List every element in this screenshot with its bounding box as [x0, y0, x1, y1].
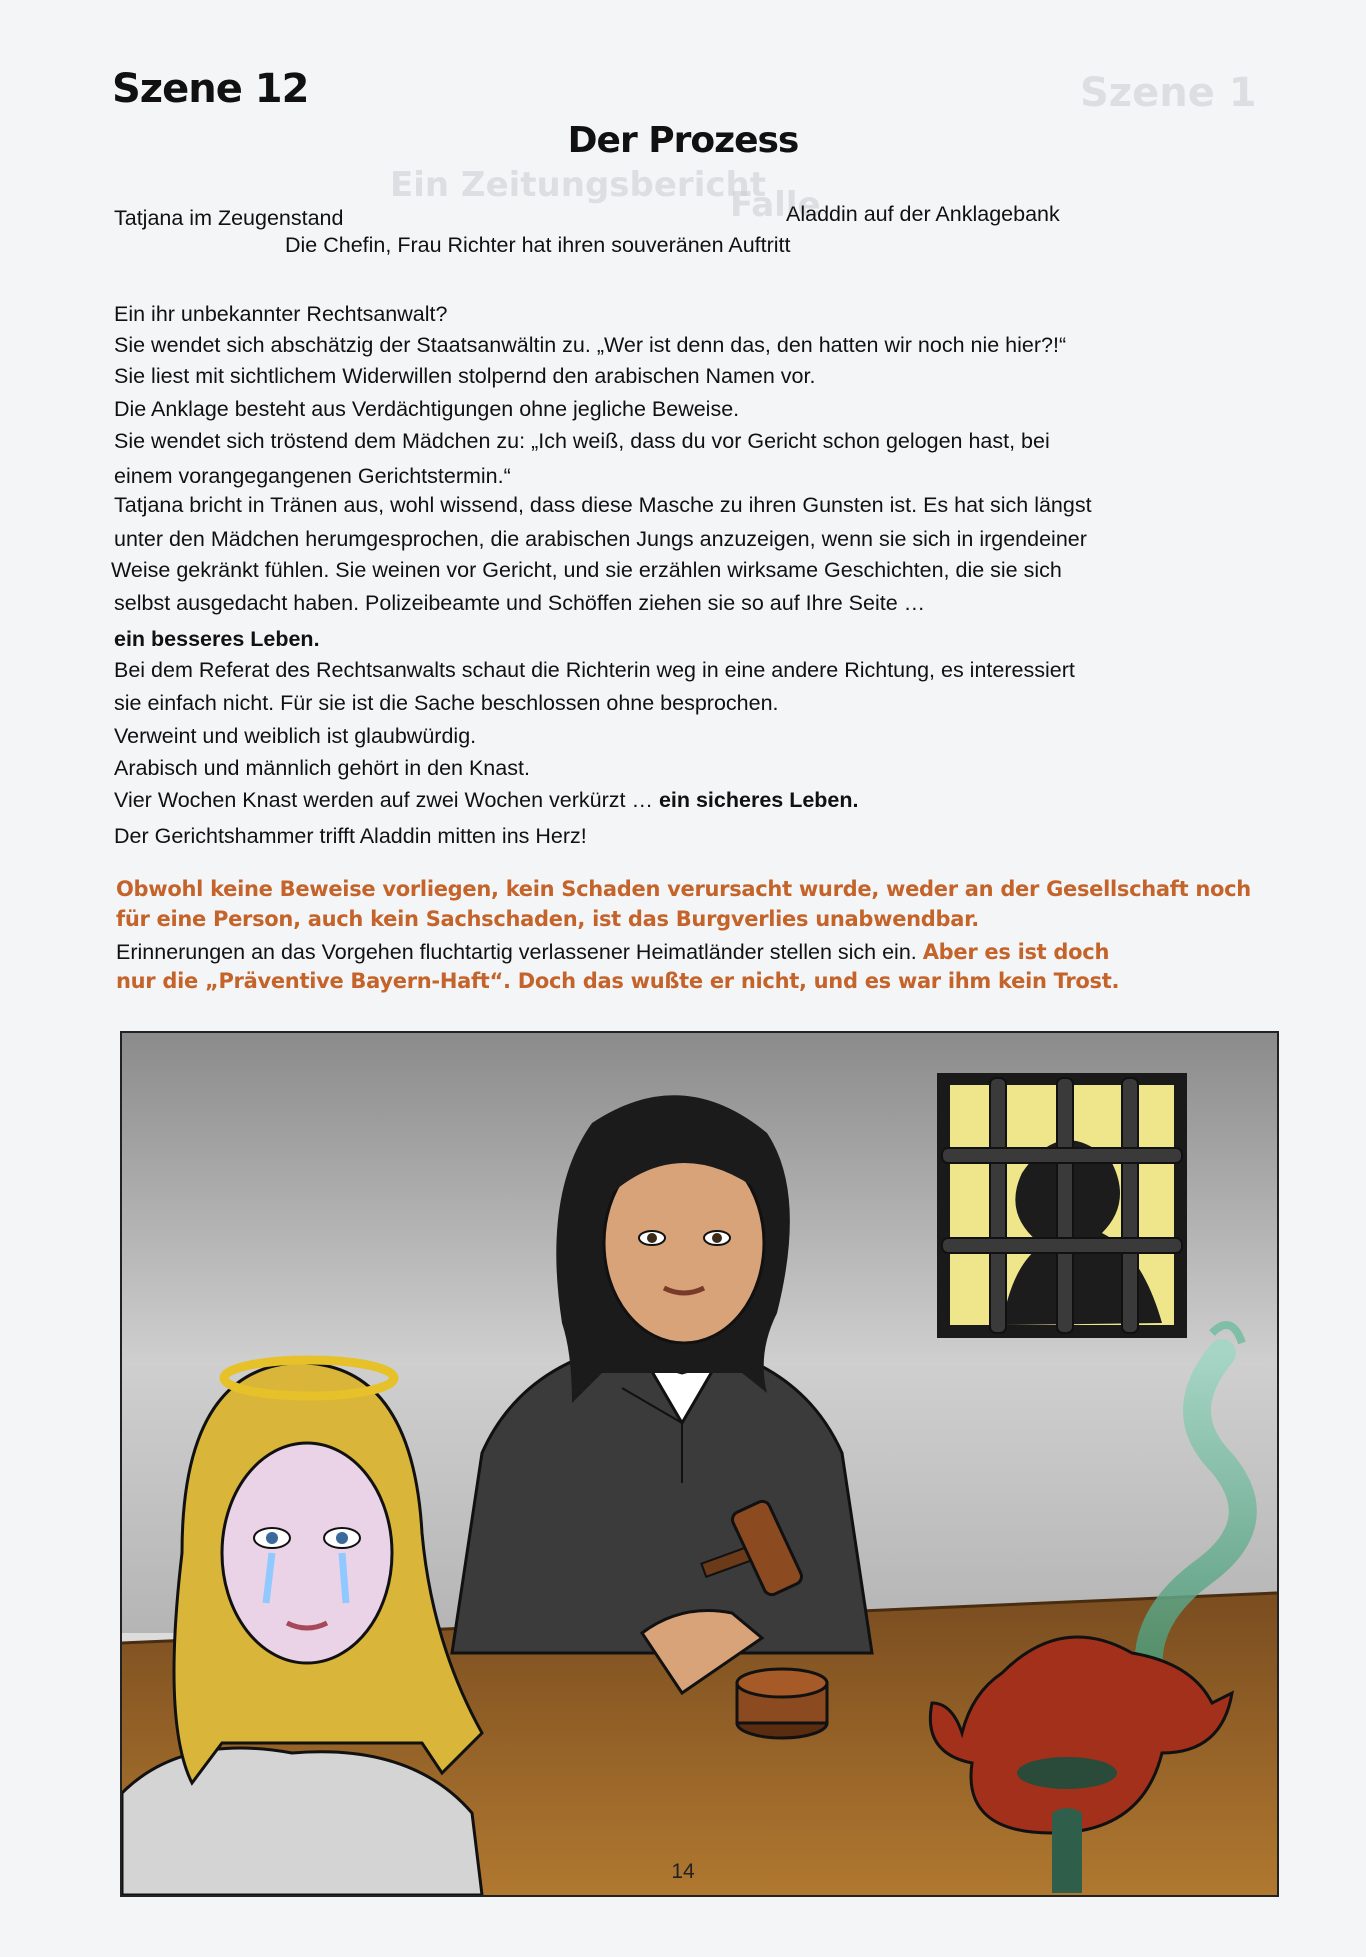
body-line: Verweint und weiblich ist glaubwürdig.: [114, 724, 477, 748]
body-line: Arabisch und männlich gehört in den Knast.: [114, 756, 530, 780]
bleed-through-text: Falle: [730, 185, 821, 225]
body-line: sie einfach nicht. Für sie ist die Sache beschlossen ohne besprochen.: [114, 691, 779, 715]
body-line: [114, 786, 859, 814]
cast-center: Die Chefin, Frau Richter hat ihren souveränen Auftritt: [285, 233, 791, 257]
highlight-line: für eine Person, auch kein Sachschaden, ist das Burgverlies unabwendbar.: [116, 907, 979, 931]
body-line: unter den Mädchen herumgesprochen, die arabischen Jungs anzuzeigen, wenn sie sich in irgendeiner: [114, 527, 1087, 551]
body-line: Bei dem Referat des Rechtsanwalts schaut die Richterin weg in eine andere Richtung, es interessiert: [114, 658, 1075, 682]
page-number: 14: [671, 1860, 695, 1883]
highlight-line: Obwohl keine Beweise vorliegen, kein Schaden verursacht wurde, weder an der Gesellschaft noch: [116, 877, 1251, 901]
highlight-line: nur die „Präventive Bayern-Haft“. Doch das wußte er nicht, und es war ihm kein Trost.: [116, 969, 1120, 993]
body-line: Tatjana bricht in Tränen aus, wohl wissend, dass diese Masche zu ihren Gunsten ist. Es hat sich längst: [114, 493, 1092, 517]
body-text: Vier Wochen Knast werden auf zwei Wochen verkürzt …: [114, 788, 659, 812]
body-text: Erinnerungen an das Vorgehen fluchtartig verlassener Heimatländer stellen sich ein.: [116, 940, 923, 964]
page-title: Der Prozess: [567, 120, 799, 161]
body-line: Weise gekränkt fühlen. Sie weinen vor Gericht, und sie erzählen wirksame Geschichten, die sie sich: [111, 558, 1062, 582]
body-line: Sie wendet sich abschätzig der Staatsanwältin zu. „Wer ist denn das, den hatten wir noch nie hier?!“: [114, 333, 1067, 357]
highlight-text: Aber es ist doch: [922, 940, 1110, 964]
body-line: Sie wendet sich tröstend dem Mädchen zu: „Ich weiß, dass du vor Gericht schon gelogen hast, bei: [114, 429, 1050, 453]
body-line: Ein ihr unbekannter Rechtsanwalt?: [114, 302, 448, 326]
body-line: Sie liest mit sichtlichem Widerwillen stolpernd den arabischen Namen vor.: [114, 364, 816, 388]
body-line: [116, 938, 1109, 966]
courtroom-illustration: [122, 1033, 1277, 1895]
bleed-through-text: Szene 1: [1080, 70, 1257, 116]
body-line: selbst ausgedacht haben. Polizeibeamte und Schöffen ziehen sie so auf Ihre Seite …: [114, 591, 926, 615]
barred-window: [937, 1073, 1187, 1338]
bleed-through-text: Ein Zeitungsbericht: [390, 165, 766, 205]
cast-left: Tatjana im Zeugenstand: [114, 206, 344, 230]
body-line-bold: ein besseres Leben.: [114, 627, 320, 651]
body-text-bold: ein sicheres Leben.: [658, 788, 859, 812]
body-line: einem vorangegangenen Gerichtstermin.“: [114, 464, 511, 488]
body-line: Die Anklage besteht aus Verdächtigungen ohne jegliche Beweise.: [114, 397, 740, 421]
body-line: Der Gerichtshammer trifft Aladdin mitten ins Herz!: [114, 824, 587, 848]
comic-panel: [120, 1031, 1279, 1897]
cast-right: Aladdin auf der Anklagebank: [786, 202, 1060, 226]
scene-heading: Szene 12: [112, 66, 309, 112]
